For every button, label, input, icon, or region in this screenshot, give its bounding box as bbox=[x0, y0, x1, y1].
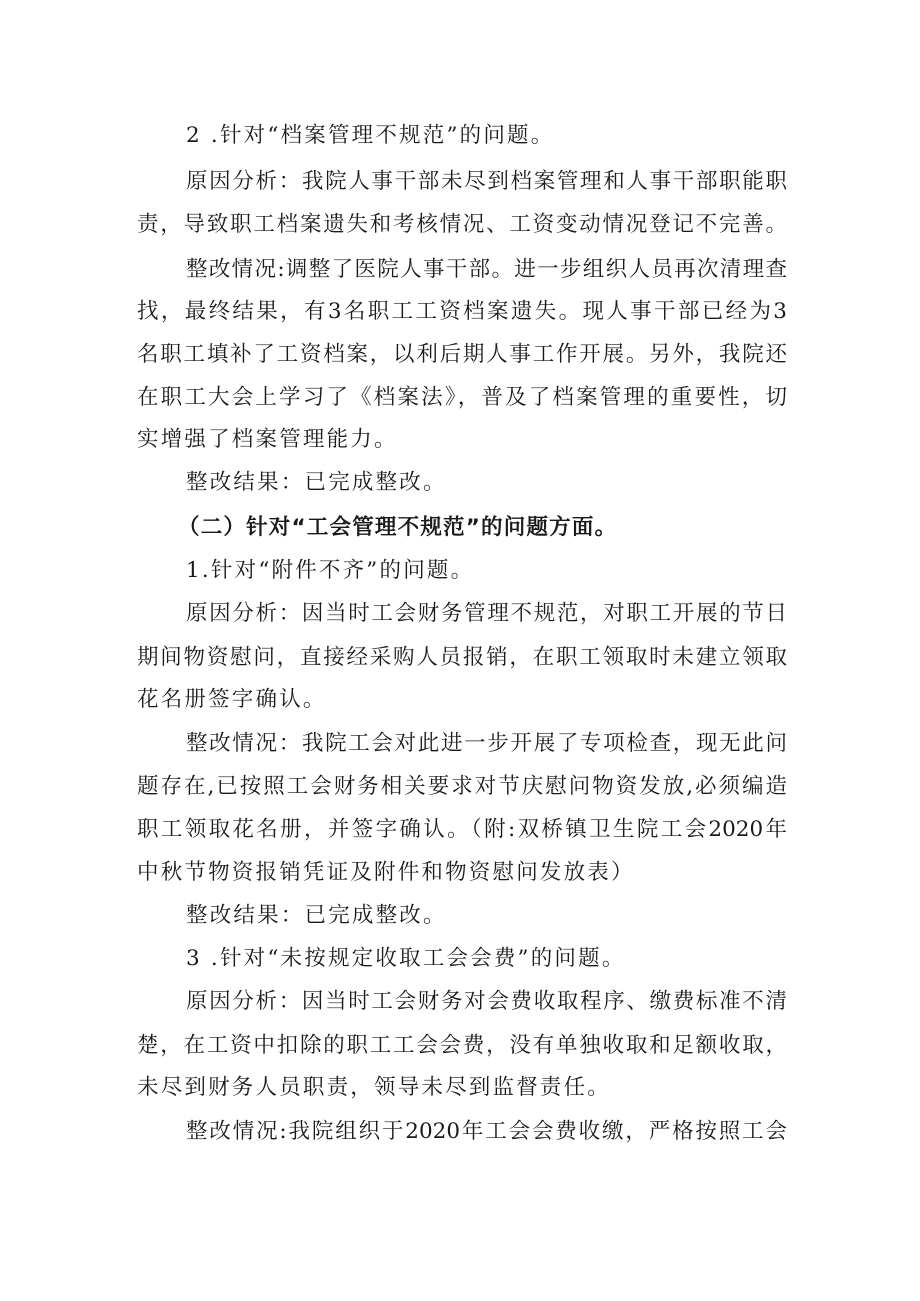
rectification-status-line: 题存在,已按照工会财务相关要求对节庆慰问物资发放,必须编造 bbox=[137, 774, 787, 799]
rectification-status-line: 中秋节物资报销凭证及附件和物资慰问发放表） bbox=[137, 860, 635, 885]
item-heading-union-dues: 3 .针对“未按规定收取工会会费”的问题。 bbox=[186, 946, 626, 971]
cause-analysis-line: 原因分析：因当时工会财务管理不规范，对职工开展的节日 bbox=[186, 601, 787, 626]
rectification-status-line: 整改情况:调整了医院人事干部。进一步组织人员再次清理查 bbox=[186, 257, 787, 282]
cause-analysis-line: 楚，在工资中扣除的职工工会会费，没有单独收取和足额收取， bbox=[137, 1033, 787, 1058]
rectification-result: 整改结果：已完成整改。 bbox=[186, 470, 447, 495]
rectification-status-line: 职工领取花名册，并签字确认。（附:双桥镇卫生院工会2020年 bbox=[137, 817, 787, 842]
cause-analysis-line: 未尽到财务人员职责，领导未尽到监督责任。 bbox=[137, 1075, 612, 1100]
rectification-status-line: 找，最终结果，有3名职工工资档案遗失。现人事干部已经为3 bbox=[137, 299, 787, 324]
cause-analysis-line: 花名册签字确认。 bbox=[137, 687, 327, 712]
item-heading-attachments: 1.针对“附件不齐”的问题。 bbox=[186, 558, 475, 583]
rectification-status-line: 整改情况:我院组织于2020年工会会费收缴，严格按照工会 bbox=[186, 1119, 787, 1144]
cause-analysis-line: 原因分析：因当时工会财务对会费收取程序、缴费标准不清 bbox=[186, 989, 787, 1014]
item-heading-archive: 2 .针对“档案管理不规范”的问题。 bbox=[186, 123, 555, 148]
section-heading-union: （二）针对“工会管理不规范”的问题方面。 bbox=[178, 515, 618, 540]
cause-analysis-line: 责，导致职工档案遗失和考核情况、工资变动情况登记不完善。 bbox=[137, 212, 787, 237]
cause-analysis-line: 原因分析：我院人事干部未尽到档案管理和人事干部职能职 bbox=[186, 169, 787, 194]
rectification-status-line: 名职工填补了工资档案，以利后期人事工作开展。另外，我院还 bbox=[137, 342, 787, 367]
rectification-status-line: 整改情况：我院工会对此进一步开展了专项检查，现无此问 bbox=[186, 731, 787, 756]
rectification-status-line: 实增强了档案管理能力。 bbox=[137, 427, 398, 452]
rectification-result: 整改结果：已完成整改。 bbox=[186, 903, 447, 928]
rectification-status-line: 在职工大会上学习了《档案法》，普及了档案管理的重要性，切 bbox=[137, 385, 787, 410]
cause-analysis-line: 期间物资慰问，直接经采购人员报销，在职工领取时未建立领取 bbox=[137, 645, 787, 670]
